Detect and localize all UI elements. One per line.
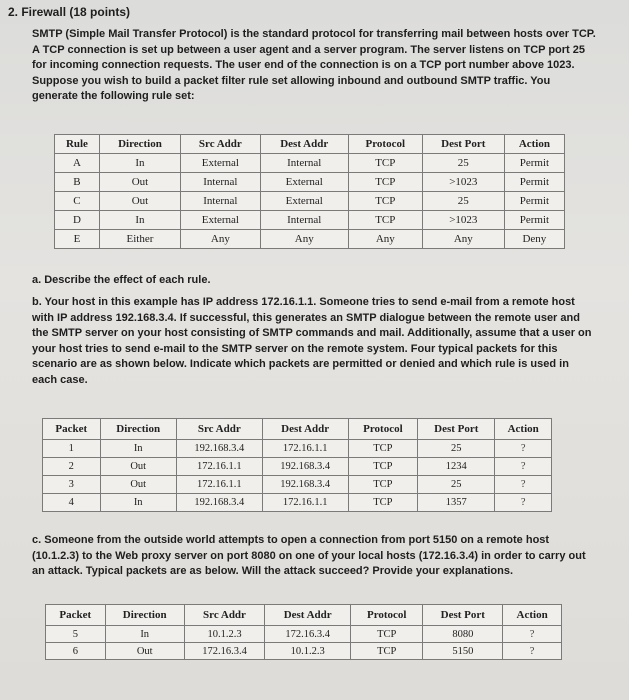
table-row [55, 173, 565, 192]
column-header: Protocol [351, 605, 423, 626]
table-cell: Permit [504, 154, 564, 173]
column-header: Direction [105, 605, 184, 626]
table-cell: TCP [348, 458, 418, 476]
column-header: Dest Port [423, 605, 503, 626]
table-cell: Out [100, 476, 176, 494]
table-cell: Out [100, 458, 176, 476]
table-cell: Any [181, 230, 261, 249]
column-header: Protocol [348, 135, 422, 154]
table-cell: Permit [504, 173, 564, 192]
table-cell: E [55, 230, 100, 249]
table-cell: Any [348, 230, 422, 249]
table-cell: Out [99, 173, 180, 192]
table-cell: 172.16.1.1 [176, 458, 262, 476]
table-row [43, 476, 552, 494]
table-cell: 1357 [418, 494, 495, 512]
table-cell: 25 [422, 192, 504, 211]
column-header: Src Addr [181, 135, 261, 154]
table-cell: ? [495, 458, 552, 476]
packets-table [42, 418, 552, 512]
table-cell: 192.168.3.4 [176, 440, 262, 458]
table-cell: Deny [504, 230, 564, 249]
table-cell: >1023 [422, 173, 504, 192]
table-cell: 5 [46, 626, 106, 643]
table-cell: External [181, 211, 261, 230]
rules-table [54, 134, 565, 249]
table-cell: TCP [348, 173, 422, 192]
column-header: Direction [100, 419, 176, 440]
table-row [43, 440, 552, 458]
table-cell: 25 [422, 154, 504, 173]
table-cell: B [55, 173, 100, 192]
table-cell: Either [99, 230, 180, 249]
table-cell: Internal [181, 173, 261, 192]
table-row [55, 230, 565, 249]
table-cell: 192.168.3.4 [176, 494, 262, 512]
question-a: a. Describe the effect of each rule. [32, 274, 211, 286]
table-cell: 10.1.2.3 [184, 626, 264, 643]
column-header: Action [495, 419, 552, 440]
table-row [43, 494, 552, 512]
table-cell: Any [260, 230, 348, 249]
table-cell: 1 [43, 440, 101, 458]
column-header: Packet [46, 605, 106, 626]
table-cell: D [55, 211, 100, 230]
column-header: Action [504, 135, 564, 154]
table-cell: 10.1.2.3 [265, 643, 351, 660]
table-cell: TCP [348, 211, 422, 230]
table-cell: ? [503, 643, 562, 660]
table-cell: ? [495, 476, 552, 494]
table-cell: 25 [418, 440, 495, 458]
table-cell: 172.16.3.4 [184, 643, 264, 660]
table-cell: In [100, 494, 176, 512]
table-row [55, 211, 565, 230]
table-cell: ? [495, 440, 552, 458]
column-header: Src Addr [176, 419, 262, 440]
table-cell: 192.168.3.4 [262, 476, 348, 494]
table-cell: 172.16.1.1 [176, 476, 262, 494]
table-header-row [43, 419, 552, 440]
table-cell: External [260, 173, 348, 192]
table-cell: 172.16.3.4 [265, 626, 351, 643]
table-cell: >1023 [422, 211, 504, 230]
table-cell: C [55, 192, 100, 211]
table-cell: TCP [348, 192, 422, 211]
table-cell: 8080 [423, 626, 503, 643]
table-cell: External [260, 192, 348, 211]
table-cell: External [181, 154, 261, 173]
table-cell: TCP [351, 626, 423, 643]
table-cell: 4 [43, 494, 101, 512]
table-cell: TCP [351, 643, 423, 660]
table-cell: TCP [348, 440, 418, 458]
table-cell: 172.16.1.1 [262, 494, 348, 512]
question-b: b. Your host in this example has IP address 172.16.1.1. Someone tries to send e-mail from a remote host with IP address 192.168.3.4. If successful, this generates an SMTP dialogue between the remote user and the SMTP server on your host consisting of SMTP commands and mail. Additionally, assume that a user on your host tries to send e-mail to the SMTP server on the remote system. Four typical packets for this scenario are as shown below. Indicate which packets are permitted or denied and which rule is used in each case. [32, 296, 592, 386]
table-cell: Internal [181, 192, 261, 211]
table-cell: ? [495, 494, 552, 512]
table-cell: 1234 [418, 458, 495, 476]
table-cell: Permit [504, 211, 564, 230]
table-cell: 5150 [423, 643, 503, 660]
table-row [46, 626, 562, 643]
table-cell: In [100, 440, 176, 458]
table-cell: In [105, 626, 184, 643]
table-cell: TCP [348, 476, 418, 494]
column-header: Dest Port [422, 135, 504, 154]
table-header-row [55, 135, 565, 154]
section-heading: 2. Firewall (18 points) [8, 5, 131, 19]
column-header: Direction [99, 135, 180, 154]
table-cell: 2 [43, 458, 101, 476]
column-header: Src Addr [184, 605, 264, 626]
column-header: Dest Addr [260, 135, 348, 154]
table-row [55, 192, 565, 211]
table-cell: Internal [260, 154, 348, 173]
table-cell: TCP [348, 494, 418, 512]
column-header: Rule [55, 135, 100, 154]
table-cell: Any [422, 230, 504, 249]
table-cell: Out [105, 643, 184, 660]
table-cell: 192.168.3.4 [262, 458, 348, 476]
attack-packets-table [45, 604, 562, 660]
table-row [43, 458, 552, 476]
column-header: Protocol [348, 419, 418, 440]
table-cell: A [55, 154, 100, 173]
table-cell: Internal [260, 211, 348, 230]
table-cell: 172.16.1.1 [262, 440, 348, 458]
column-header: Dest Addr [265, 605, 351, 626]
table-header-row [46, 605, 562, 626]
column-header: Dest Addr [262, 419, 348, 440]
table-cell: In [99, 154, 180, 173]
table-row [55, 154, 565, 173]
column-header: Packet [43, 419, 101, 440]
table-cell: Permit [504, 192, 564, 211]
question-c: c. Someone from the outside world attempts to open a connection from port 5150 on a remote host (10.1.2.3) to the Web proxy server on port 8080 on one of your local hosts (172.16.3.4) in order to carry out an attack. Typical packets are as below. Will the attack succeed? Provide your explanations. [32, 534, 586, 577]
table-cell: ? [503, 626, 562, 643]
intro-paragraph: SMTP (Simple Mail Transfer Protocol) is the standard protocol for transferring mail between hosts over TCP. A TCP connection is set up between a user agent and a server program. The server listens on TCP port 25 for incoming connection requests. The user end of the connection is on a TCP port number above 1023. Suppose you wish to build a packet filter rule set allowing inbound and outbound SMTP traffic. You generate the following rule set: [32, 28, 596, 102]
table-cell: 25 [418, 476, 495, 494]
table-cell: 6 [46, 643, 106, 660]
table-row [46, 643, 562, 660]
table-cell: 3 [43, 476, 101, 494]
column-header: Dest Port [418, 419, 495, 440]
table-cell: In [99, 211, 180, 230]
table-cell: Out [99, 192, 180, 211]
table-cell: TCP [348, 154, 422, 173]
column-header: Action [503, 605, 562, 626]
